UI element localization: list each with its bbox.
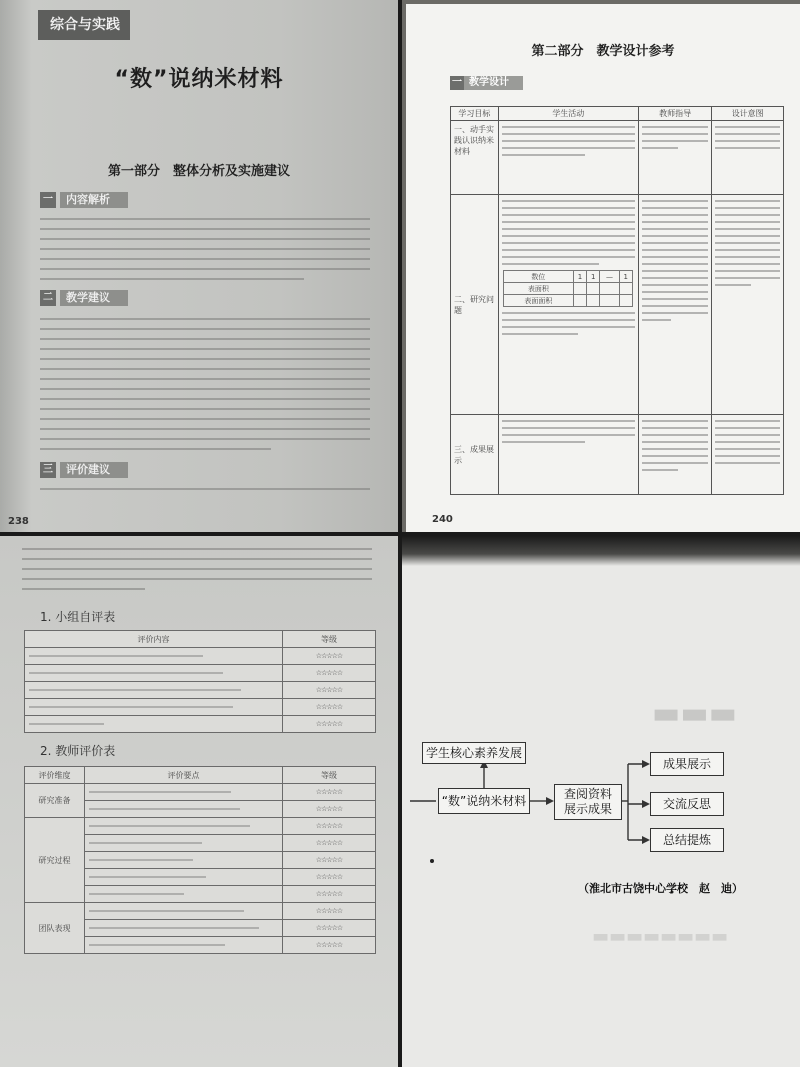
table-row [451, 195, 784, 415]
chapter-banner: 综合与实践 [38, 10, 130, 40]
page-number: 238 [8, 516, 29, 527]
table-header: 学习目标 [451, 107, 499, 121]
page-title: “数”说纳米材料 [114, 67, 284, 92]
teaching-design-table [450, 106, 784, 495]
table-header: 学生活动 [498, 107, 638, 121]
table-header: 评价维度 [25, 767, 85, 784]
body-text-block [40, 318, 370, 458]
table-row: ☆☆☆☆☆ [25, 835, 376, 852]
table-row: ☆☆☆☆☆ [25, 699, 376, 716]
table-header: 评价要点 [85, 767, 283, 784]
table-row: ☆☆☆☆☆ [25, 801, 376, 818]
table-row: ☆☆☆☆☆ [25, 920, 376, 937]
section-content-analysis [40, 192, 128, 208]
show-through-text: ▬▬▬▬▬▬▬▬ [592, 926, 729, 947]
page-number: 240 [432, 514, 453, 525]
section-label: 教学建议 [60, 290, 128, 306]
section-teaching-advice [40, 290, 128, 306]
row-label: 三、成果展示 [451, 415, 499, 495]
summary-box: 总结提炼 [650, 828, 724, 852]
photo-page-240 [402, 0, 800, 532]
photo-concept-diagram [402, 536, 800, 1067]
body-text-block [40, 218, 370, 288]
table-row: ☆☆☆☆☆ [25, 716, 376, 733]
group-self-eval-table [24, 630, 376, 733]
row-label: 一、动手实践认识纳米材料 [451, 121, 499, 195]
photo-page-238 [0, 0, 398, 532]
table-header: 设计意图 [712, 107, 784, 121]
table-row: ☆☆☆☆☆ [25, 886, 376, 903]
group-label: 研究过程 [25, 818, 85, 903]
table-row [451, 415, 784, 495]
section-number: 二 [40, 290, 56, 306]
table-row: ☆☆☆☆☆ [25, 648, 376, 665]
reflection-box: 交流反思 [650, 792, 724, 816]
table-header: 教师指导 [638, 107, 712, 121]
table-row: ☆☆☆☆☆ [25, 665, 376, 682]
group-self-eval-heading: 1. 小组自评表 [40, 610, 116, 624]
body-text-block [40, 488, 370, 498]
show-through-text: ▬▬▬ [652, 696, 738, 731]
section-label: 教学设计 [464, 76, 523, 90]
table-row: ☆☆☆☆☆ [25, 869, 376, 886]
table-row: 团队表现 ☆☆☆☆☆ [25, 903, 376, 920]
photo-evaluation-tables [0, 536, 398, 1067]
section-label: 内容解析 [60, 192, 128, 208]
table-row: 研究准备 ☆☆☆☆☆ [25, 784, 376, 801]
section-number: 一 [40, 192, 56, 208]
result-display-box: 成果展示 [650, 752, 724, 776]
table-header: 等级 [283, 631, 376, 648]
part-heading: 第一部分 整体分析及实施建议 [107, 164, 290, 179]
table-header: 等级 [283, 767, 376, 784]
table-row: ☆☆☆☆☆ [25, 937, 376, 954]
table-header-row [451, 107, 784, 121]
page-sheet [406, 4, 800, 532]
section-evaluation-advice [40, 462, 128, 478]
group-label: 团队表现 [25, 903, 85, 954]
core-literacy-box: 学生核心素养发展 [422, 742, 526, 764]
table-row: ☆☆☆☆☆ [25, 852, 376, 869]
part-heading: 第二部分 教学设计参考 [531, 44, 675, 59]
author-credit: （淮北市古饶中心学校 赵 迪） [578, 882, 743, 895]
teacher-eval-heading: 2. 教师评价表 [40, 744, 116, 758]
table-header-row [25, 631, 376, 648]
teacher-eval-table [24, 766, 376, 954]
section-number: 三 [40, 462, 56, 478]
body-text-block [22, 548, 372, 598]
section-number: 一 [452, 77, 462, 88]
table-header: 评价内容 [25, 631, 283, 648]
row-label: 二、研究问题 [451, 195, 499, 415]
table-row: 研究过程 ☆☆☆☆☆ [25, 818, 376, 835]
table-header-row [25, 767, 376, 784]
group-label: 研究准备 [25, 784, 85, 818]
section-label: 评价建议 [60, 462, 128, 478]
side-length-mini-table: 数位 1 1 — 1 表面积 表面面积 [503, 270, 633, 307]
root-topic-box: “数”说纳米材料 [438, 788, 530, 814]
section-teaching-design [450, 76, 523, 90]
table-row [451, 121, 784, 195]
research-showcase-box: 查阅资料 展示成果 [554, 784, 622, 820]
table-row: ☆☆☆☆☆ [25, 682, 376, 699]
